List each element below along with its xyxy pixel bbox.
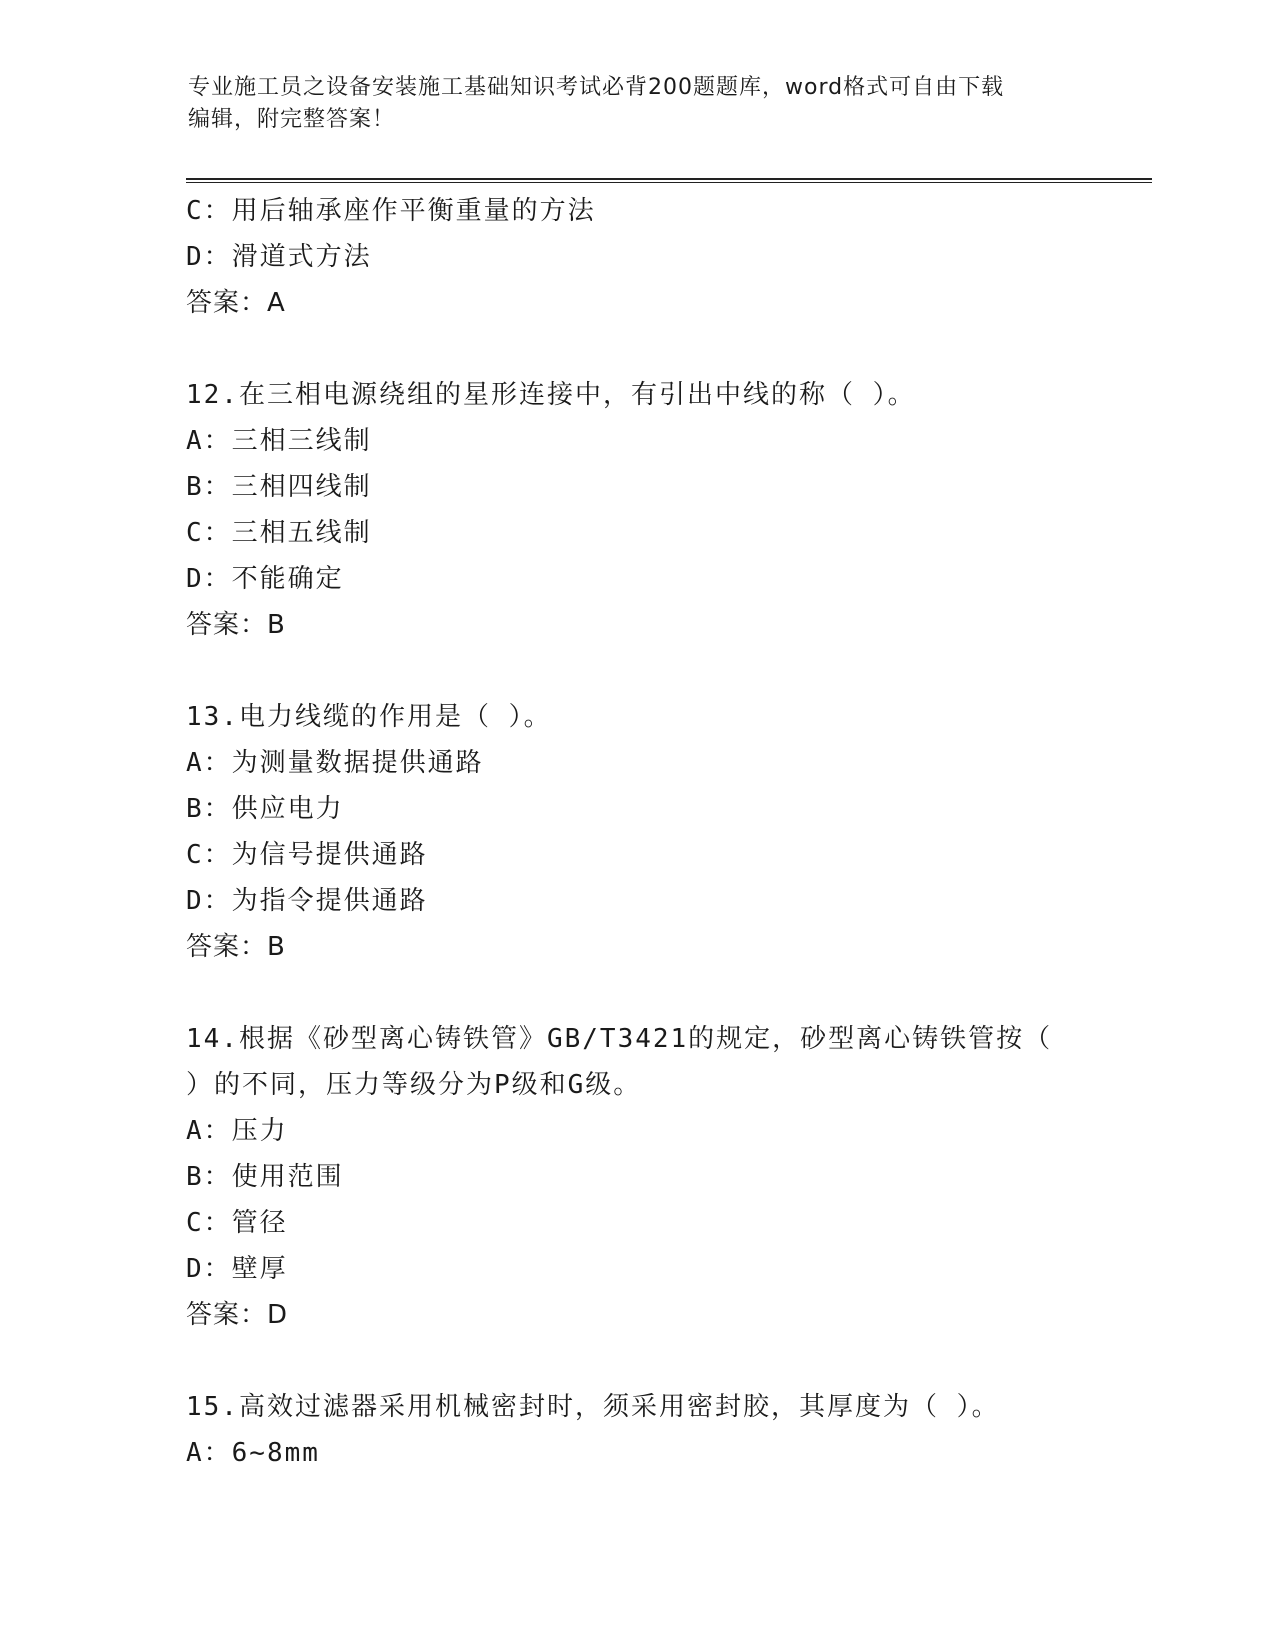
question-12 [186,372,1146,648]
question-13 [186,694,1146,970]
option-c: C：用后轴承座作平衡重量的方法 [186,196,596,226]
header-divider [186,178,1152,183]
option-d: D：不能确定 [186,564,344,594]
option-d: D：为指令提供通路 [186,886,428,916]
option-c: C：管径 [186,1208,288,1238]
question-stem: 12.在三相电源绕组的星形连接中，有引出中线的称（ ）。 [186,380,916,410]
question-stem: 15.高效过滤器采用机械密封时，须采用密封胶，其厚度为（ ）。 [186,1392,1000,1422]
answer-line: 答案：D [186,1300,289,1330]
option-a: A：6~8mm [186,1438,320,1468]
question-list [186,188,1146,1476]
option-b: B：供应电力 [186,794,344,824]
prev-question-block [186,188,1146,326]
question-stem: 13.电力线缆的作用是（ ）。 [186,702,552,732]
question-14 [186,1016,1146,1338]
option-a: A：压力 [186,1116,288,1146]
option-d: D：壁厚 [186,1254,288,1284]
option-c: C：为信号提供通路 [186,840,428,870]
header-title-line1: 专业施工员之设备安装施工基础知识考试必背200题题库，word格式可自由下载 [188,75,1005,100]
option-a: A：为测量数据提供通路 [186,748,484,778]
answer-line: 答案：A [186,288,286,318]
option-c: C：三相五线制 [186,518,372,548]
option-b: B：三相四线制 [186,472,372,502]
question-15 [186,1384,1146,1476]
answer-line: 答案：B [186,610,286,640]
question-stem-continued: ）的不同，压力等级分为P级和G级。 [186,1070,642,1100]
document-header [188,72,1088,136]
option-a: A：三相三线制 [186,426,372,456]
question-stem: 14.根据《砂型离心铸铁管》GB/T3421的规定，砂型离心铸铁管按（ [186,1024,1053,1054]
option-b: B：使用范围 [186,1162,344,1192]
answer-line: 答案：B [186,932,286,962]
option-d: D：滑道式方法 [186,242,372,272]
header-title-line2: 编辑，附完整答案！ [188,107,396,132]
